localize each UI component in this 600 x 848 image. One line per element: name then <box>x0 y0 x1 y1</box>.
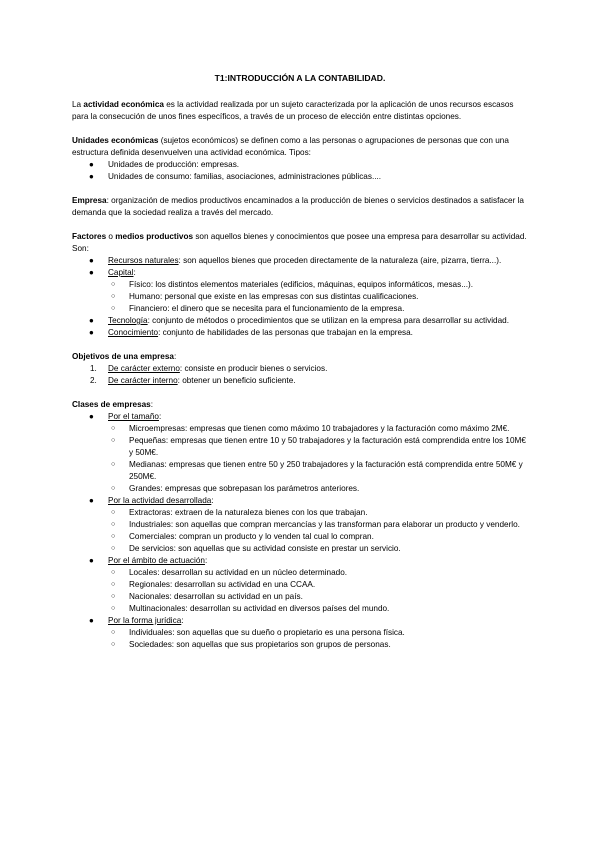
heading-objetivos <box>72 351 528 363</box>
circle-bullet-icon: ○ <box>111 305 116 312</box>
circle-bullet-icon: ○ <box>111 569 116 576</box>
circle-bullet-icon: ○ <box>111 521 116 528</box>
sublist-item-text: Sociedades: son aquellas que sus propietarios son grupos de personas. <box>129 640 391 649</box>
list-item-label: Capital <box>108 268 134 277</box>
paragraph-unidades-economicas <box>72 135 528 159</box>
circle-bullet-icon: ○ <box>111 581 116 588</box>
bullet-icon: ● <box>89 268 94 277</box>
circle-bullet-icon: ○ <box>111 593 116 600</box>
text-run: (sujetos económicos) se definen como a las personas o agrupaciones de personas que con una estructura definida desenvuelven una actividad económica. Tipos: <box>72 136 509 157</box>
list-item-label: De carácter interno <box>108 376 178 385</box>
bullet-icon: ● <box>89 616 94 625</box>
list-item-text: : obtener un beneficio suficiente. <box>177 376 296 385</box>
circle-bullet-icon: ○ <box>111 437 116 444</box>
list-item-text: Unidades de producción: empresas. <box>108 160 240 169</box>
circle-bullet-icon: ○ <box>111 629 116 636</box>
list-item <box>72 555 528 615</box>
sublist-item <box>108 423 528 435</box>
heading-clases <box>72 399 528 411</box>
circle-bullet-icon: ○ <box>111 293 116 300</box>
circle-bullet-icon: ○ <box>111 425 116 432</box>
sublist-item-text: De servicios: son aquellas que su actividad consiste en prestar un servicio. <box>129 544 401 553</box>
sublist-item-text: Locales: desarrollan su actividad en un núcleo determinado. <box>129 568 348 577</box>
sublist-item <box>108 567 528 579</box>
list-item-text: : son aquellos bienes que proceden directamente de la naturaleza (aire, pizarra, tierra...). <box>178 256 502 265</box>
circle-bullet-icon: ○ <box>111 545 116 552</box>
text-run: : <box>211 496 214 505</box>
sublist-item <box>108 579 528 591</box>
sublist-item-text: Regionales: desarrollan su actividad en una CCAA. <box>129 580 316 589</box>
list-item <box>72 171 528 183</box>
sublist-item <box>108 435 528 459</box>
sublist-item-text: Industriales: son aquellas que compran mercancías y las transforman para elaborar un producto y venderlo. <box>129 520 520 529</box>
list-item-text: : conjunto de métodos o procedimientos que se utilizan en la empresa para desarrollar su actividad. <box>147 316 509 325</box>
sublist-item-text: Físico: los distintos elementos materiales (edificios, máquinas, equipos informáticos, mesas...). <box>129 280 474 289</box>
term-actividad-economica: actividad económica <box>83 100 164 109</box>
text-run: es la actividad realizada por un sujeto caracterizada por la aplicación de unos recursos escasos para la consecución de unos fines específicos, a través de un proceso de elección entre distintas opciones. <box>72 100 514 121</box>
sublist-actividad <box>108 507 528 555</box>
list-item-label: Por el tamaño <box>108 412 159 421</box>
sublist-item <box>108 531 528 543</box>
paragraph-actividad-economica <box>72 99 528 123</box>
document-title: T1:INTRODUCCIÓN A LA CONTABILIDAD. <box>214 73 386 83</box>
text-run: : <box>150 400 154 409</box>
list-item <box>72 255 528 267</box>
sublist-item-text: Pequeñas: empresas que tienen entre 10 y 50 trabajadores y la facturación está comprendida entre los 10M€ y 50M€. <box>129 436 526 457</box>
list-item-label: Por la forma jurídica <box>108 616 182 625</box>
sublist-item <box>108 627 528 639</box>
sublist-item-text: Medianas: empresas que tienen entre 50 y 250 trabajadores y la facturación está comprendida entre 50M€ y 250M€. <box>129 460 523 481</box>
list-item-label: Por el ámbito de actuación <box>108 556 205 565</box>
sublist-item-text: Individuales: son aquellas que su dueño o propietario es una persona física. <box>129 628 405 637</box>
text-run: : organización de medios productivos encaminados a la producción de bienes o servicios destinados a satisfacer la demanda que la sociedad realiza a través del mercado. <box>72 196 524 217</box>
heading-text: Objetivos de una empresa <box>72 352 174 361</box>
list-number: 2. <box>90 376 97 385</box>
bullet-icon: ● <box>89 256 94 265</box>
bullet-icon: ● <box>89 412 94 421</box>
text-run: : <box>173 352 177 361</box>
paragraph-empresa <box>72 195 528 219</box>
bullet-icon: ● <box>89 556 94 565</box>
term-empresa: Empresa <box>72 196 107 205</box>
term-medios-productivos: medios productivos <box>115 232 194 241</box>
list-number: 1. <box>90 364 97 373</box>
sublist-item <box>108 519 528 531</box>
list-item-label: Conocimiento <box>108 328 159 337</box>
sublist-item-text: Humano: personal que existe en las empresas con sus distintas cualificaciones. <box>129 292 419 301</box>
bullet-icon: ● <box>89 160 94 169</box>
list-item <box>72 315 528 327</box>
sublist-item-text: Nacionales: desarrollan su actividad en un país. <box>129 592 303 601</box>
list-item <box>72 615 528 651</box>
sublist-item-text: Extractoras: extraen de la naturaleza bienes con los que trabajan. <box>129 508 368 517</box>
sublist-item-text: Microempresas: empresas que tienen como máximo 10 trabajadores y la facturación como máximo 2M€. <box>129 424 510 433</box>
circle-bullet-icon: ○ <box>111 533 116 540</box>
text-run: o <box>106 232 116 241</box>
sublist-item <box>108 291 528 303</box>
sublist-item <box>108 279 528 291</box>
circle-bullet-icon: ○ <box>111 605 116 612</box>
sublist-item-text: Comerciales: compran un producto y lo venden tal cual lo compran. <box>129 532 374 541</box>
list-item-label: De carácter externo <box>108 364 180 373</box>
list-item <box>72 363 528 375</box>
sublist-item-text: Multinacionales: desarrollan su actividad en diversos países del mundo. <box>129 604 390 613</box>
text-run: La <box>72 100 84 109</box>
circle-bullet-icon: ○ <box>111 461 116 468</box>
sublist-item-text: Grandes: empresas que sobrepasan los parámetros anteriores. <box>129 484 360 493</box>
circle-bullet-icon: ○ <box>111 641 116 648</box>
list-factores <box>72 255 528 339</box>
circle-bullet-icon: ○ <box>111 485 116 492</box>
list-item <box>72 267 528 315</box>
list-item-text: : <box>133 268 136 277</box>
list-item-text: : consiste en producir bienes o servicios. <box>179 364 328 373</box>
sublist-item-text: Financiero: el dinero que se necesita para el funcionamiento de la empresa. <box>129 304 405 313</box>
list-item-text: : conjunto de habilidades de las personas que trabajan en la empresa. <box>158 328 413 337</box>
heading-text: Clases de empresas <box>72 400 151 409</box>
bullet-icon: ● <box>89 172 94 181</box>
list-item-text: Unidades de consumo: familias, asociaciones, administraciones públicas.... <box>108 172 382 181</box>
list-item <box>72 159 528 171</box>
sublist-item <box>108 507 528 519</box>
sublist-forma-juridica <box>108 627 528 651</box>
text-run: : <box>204 556 208 565</box>
bullet-icon: ● <box>89 316 94 325</box>
sublist-tamano <box>108 423 528 495</box>
text-run: son aquellos bienes y conocimientos que posee una empresa para desarrollar su actividad. Son: <box>72 232 527 253</box>
bullet-icon: ● <box>89 328 94 337</box>
sublist-item <box>108 483 528 495</box>
list-item <box>72 375 528 387</box>
sublist-item <box>108 639 528 651</box>
list-objetivos <box>72 363 528 387</box>
sublist-item <box>108 591 528 603</box>
paragraph-factores <box>72 231 528 255</box>
text-run: : <box>158 412 162 421</box>
list-item-label: Recursos naturales <box>108 256 179 265</box>
bullet-icon: ● <box>89 496 94 505</box>
list-item <box>72 495 528 555</box>
sublist-ambito <box>108 567 528 615</box>
circle-bullet-icon: ○ <box>111 509 116 516</box>
text-run: : <box>181 616 184 625</box>
sublist-item <box>108 459 528 483</box>
sublist-item <box>108 543 528 555</box>
list-item <box>72 327 528 339</box>
circle-bullet-icon: ○ <box>111 281 116 288</box>
list-item-label: Por la actividad desarrollada <box>108 496 212 505</box>
sublist-item <box>108 603 528 615</box>
sublist-item <box>108 303 528 315</box>
list-item-label: Tecnología <box>108 316 148 325</box>
term-unidades-economicas: Unidades económicas <box>72 136 159 145</box>
list-unidades <box>72 159 528 183</box>
term-factores: Factores <box>72 232 107 241</box>
list-clases <box>72 411 528 651</box>
list-item <box>72 411 528 495</box>
sublist-capital <box>108 279 528 315</box>
